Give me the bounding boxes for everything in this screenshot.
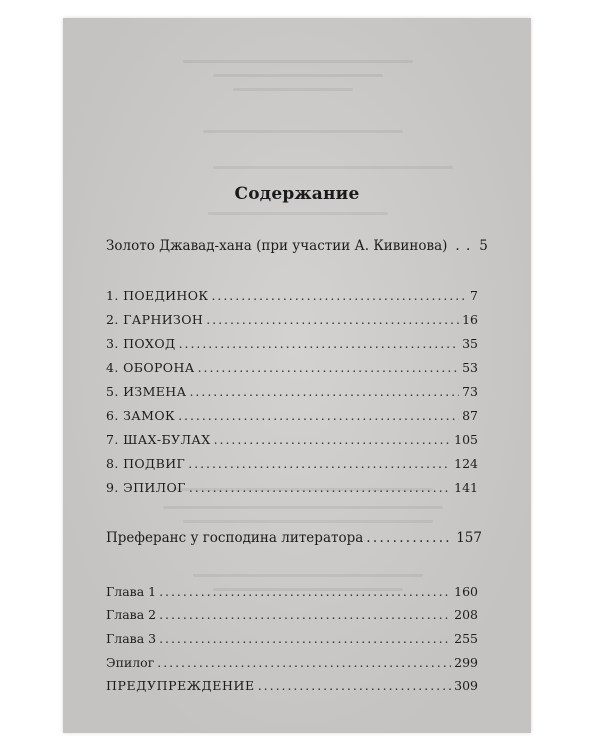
- toc-chapter: [106, 584, 478, 599]
- toc-leader-dots: [179, 336, 460, 351]
- toc-chapter: [106, 408, 478, 423]
- toc-chapter-page: 16: [462, 312, 478, 327]
- toc-chapter-label: 1. ПОЕДИНОК: [106, 288, 209, 303]
- toc-leader-dots: [178, 408, 459, 423]
- toc-chapter-page: 141: [454, 480, 478, 495]
- toc-chapter-label: 9. ЭПИЛОГ: [106, 480, 186, 495]
- book-page: [63, 18, 531, 733]
- toc-chapter-label: 5. ИЗМЕНА: [106, 384, 187, 399]
- toc-entry-label: ПРЕДУПРЕЖДЕНИЕ: [106, 678, 255, 693]
- toc-chapter: [106, 655, 478, 670]
- toc-chapter: [106, 480, 478, 495]
- toc-chapter: [106, 432, 478, 447]
- toc-entry-page: 5: [479, 238, 488, 254]
- toc-chapter-page: 87: [462, 408, 478, 423]
- toc-leader-dots: [258, 678, 451, 693]
- toc-chapter-page: 160: [454, 584, 478, 599]
- toc-chapter-page: 35: [462, 336, 478, 351]
- toc-chapter-label: Глава 2: [106, 607, 157, 622]
- toc-chapter-page: 299: [454, 655, 478, 670]
- toc-entry-label: Преферанс у господина литератора: [106, 530, 364, 546]
- toc-leader-dots: [159, 631, 451, 646]
- toc-leader-dots: [159, 607, 451, 622]
- toc-entry-page: 309: [454, 678, 478, 693]
- toc-chapter-label: Глава 1: [106, 584, 157, 599]
- toc-chapter: [106, 384, 478, 399]
- toc-chapter: [106, 456, 478, 471]
- toc-chapter: [106, 360, 478, 375]
- toc-chapter-label: 2. ГАРНИЗОН: [106, 312, 204, 327]
- toc-entry-story1: [106, 238, 488, 254]
- toc-chapter-label: 8. ПОДВИГ: [106, 456, 186, 471]
- toc-entry-label: Золото Джавад-хана (при участии А. Кивинова): [106, 238, 448, 254]
- bleed-through-texture: [63, 18, 531, 733]
- toc-leader-dots: [366, 530, 453, 546]
- toc-chapter-page: 7: [470, 288, 478, 303]
- page-title: Содержание: [234, 184, 360, 204]
- toc-chapter-label: 6. ЗАМОК: [106, 408, 176, 423]
- toc-chapter: [106, 312, 478, 327]
- toc-entry-warning: [106, 678, 478, 693]
- toc-leader-dots: [188, 456, 451, 471]
- toc-chapter-label: Глава 3: [106, 631, 157, 646]
- toc-leader-dots: [211, 288, 467, 303]
- toc-chapter-label: 3. ПОХОД: [106, 336, 176, 351]
- toc-chapter-page: 105: [454, 432, 478, 447]
- toc-leader-dots: [189, 480, 451, 495]
- toc-leader-dots: [159, 584, 451, 599]
- toc-chapter-page: 73: [462, 384, 478, 399]
- toc-leader-dots: [189, 384, 459, 399]
- toc-chapter: [106, 288, 478, 303]
- toc-entry-page: 157: [456, 530, 482, 546]
- toc-leader-dots: [157, 655, 451, 670]
- toc-chapter: [106, 336, 478, 351]
- toc-chapter-label: 4. ОБОРОНА: [106, 360, 195, 375]
- toc-entry-dots: . .: [455, 238, 472, 254]
- toc-chapter-page: 53: [462, 360, 478, 375]
- toc-leader-dots: [214, 432, 452, 447]
- toc-leader-dots: [206, 312, 459, 327]
- toc-chapter: [106, 607, 478, 622]
- toc-chapter-label: Эпилог: [106, 655, 155, 670]
- toc-chapter-label: 7. ШАХ-БУЛАХ: [106, 432, 211, 447]
- toc-leader-dots: [198, 360, 459, 375]
- toc-chapter-page: 124: [454, 456, 478, 471]
- toc-entry-story2: [106, 530, 482, 546]
- toc-chapter-page: 255: [454, 631, 478, 646]
- toc-chapter: [106, 631, 478, 646]
- toc-chapter-page: 208: [454, 607, 478, 622]
